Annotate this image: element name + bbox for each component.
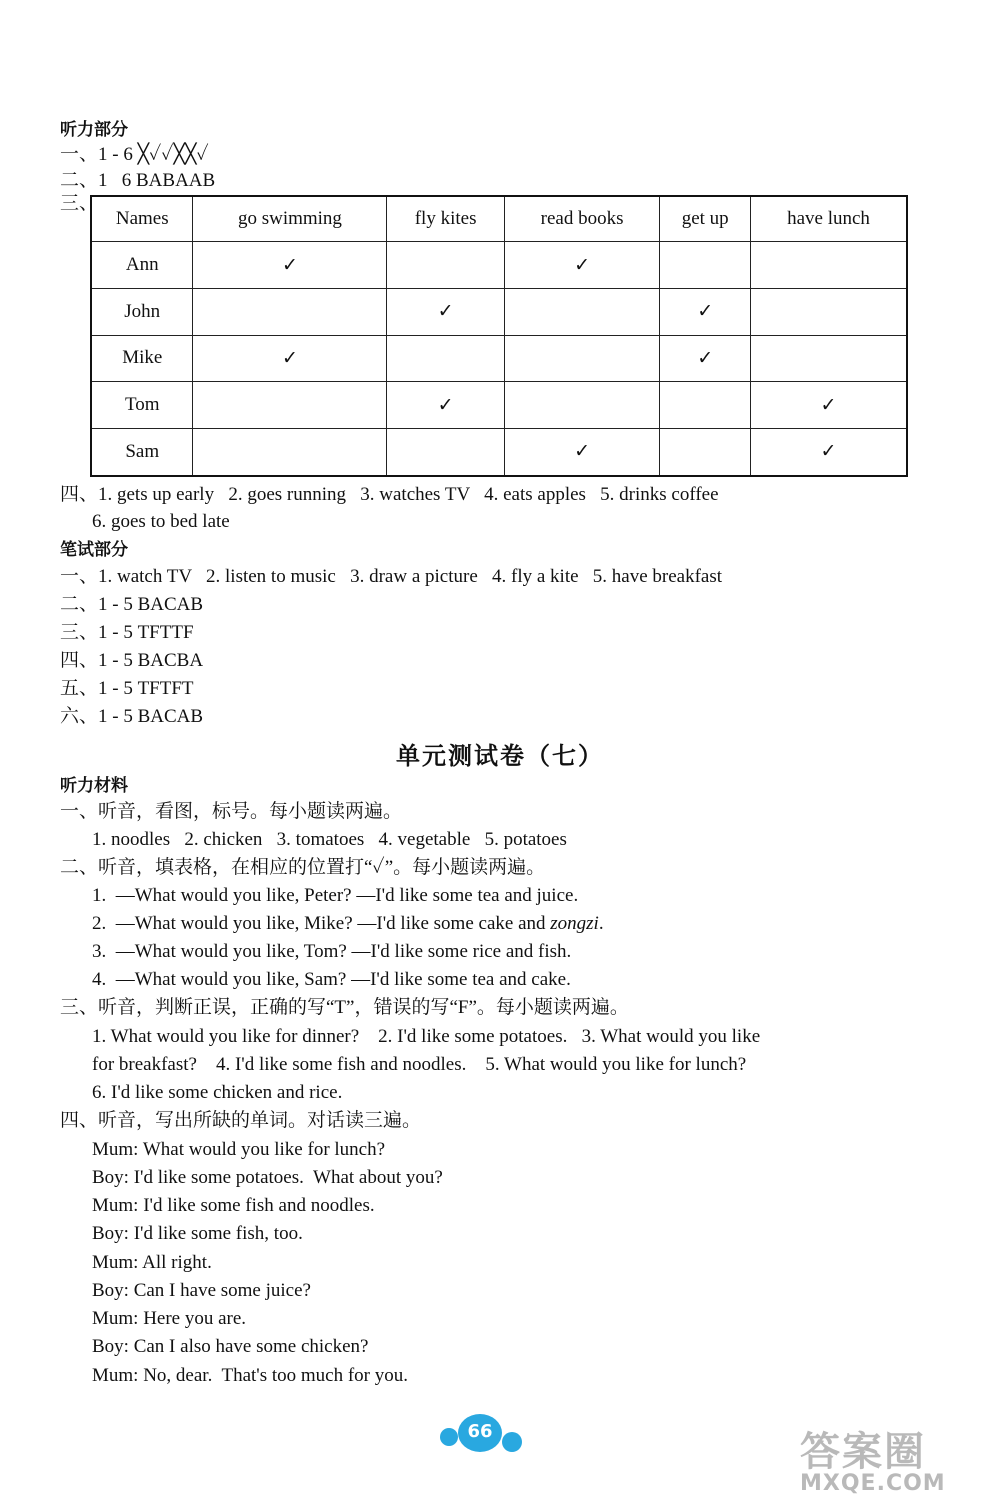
material-line-3c: 6. I'd like some chicken and rice. [92,1082,343,1103]
material-line-4: 四、听音，写出所缺的单词。对话读三遍。 [60,1110,422,1131]
header-fly-kites: fly kites [387,196,504,242]
answer-line-2: 二、1 6 BABAAB [60,170,216,191]
material-line-3a: 1. What would you like for dinner? 2. I'd like some potatoes. 3. What would you like [92,1026,761,1047]
table-cell [660,428,751,476]
header-get-up: get up [660,196,751,242]
written-line-1: 一、1. watch TV 2. listen to music 3. draw a picture 4. fly a kite 5. have breakfast [60,566,723,587]
badge-dot-right [502,1432,522,1452]
answer-line-4a: 四、1. gets up early 2. goes running 3. watches TV 4. eats apples 5. drinks coffee [60,484,719,505]
row-name: Sam [91,428,193,476]
table-cell: ✓ [660,335,751,382]
table-cell: ✓ [387,288,504,335]
material-line-1a: 1. noodles 2. chicken 3. tomatoes 4. vegetable 5. potatoes [92,829,567,850]
answer-line-3-label: 三、 [60,193,99,214]
table-cell [193,288,387,335]
badge-dot-left [440,1428,458,1446]
dialog-line: Mum: What would you like for lunch? [92,1139,386,1160]
written-line-3: 三、1 - 5 TFTTF [60,622,194,643]
table-cell [504,335,660,382]
table-row [91,335,907,382]
watermark-top-text: 答案圈 [800,1429,926,1475]
answer-table [90,195,908,477]
listening-answers-heading: 听力部分 [60,120,128,140]
page-number-badge [440,1414,524,1454]
answer-line-4b: 6. goes to bed late [92,511,230,532]
dialog-line: Boy: I'd like some potatoes. What about you? [92,1167,443,1188]
table-cell [387,335,504,382]
header-have-lunch: have lunch [750,196,907,242]
written-line-5: 五、1 - 5 TFTFT [60,678,194,699]
table-cell: ✓ [750,428,907,476]
dialog-line: Boy: I'd like some fish, too. [92,1223,303,1244]
table-cell: ✓ [750,382,907,429]
table-row [91,288,907,335]
written-line-4: 四、1 - 5 BACBA [60,650,204,671]
table-cell: ✓ [193,242,387,289]
table-cell [193,428,387,476]
watermark [800,1420,946,1496]
table-cell: ✓ [193,335,387,382]
table-row [91,428,907,476]
answer-line-1: 一、1 - 6 ╳✓✓╳╳✓ [60,144,209,165]
material-line-2-3: 3. —What would you like, Tom? —I'd like some rice and fish. [92,941,572,962]
written-line-6: 六、1 - 5 BACAB [60,706,204,727]
table-cell [387,428,504,476]
table-cell: ✓ [387,382,504,429]
table-cell [750,288,907,335]
material-line-2-1: 1. —What would you like, Peter? —I'd like some tea and juice. [92,885,579,906]
material-text: . [598,913,604,934]
written-answers-heading: 笔试部分 [60,540,128,560]
dialog-line: Mum: Here you are. [92,1308,247,1329]
italic-word: zongzi [550,913,599,934]
table-cell: ✓ [504,428,660,476]
table-cell [504,288,660,335]
material-text: 2. —What would you like, Mike? —I'd like some cake and [92,913,551,934]
dialog-line: Mum: All right. [92,1252,212,1273]
watermark-bottom-text: MXQE.COM [800,1471,946,1496]
table-cell [504,382,660,429]
table-cell: ✓ [504,242,660,289]
table-row [91,242,907,289]
unit-title: 单元测试卷（七） [396,741,604,770]
dialog-line: Boy: Can I also have some chicken? [92,1336,369,1357]
table-cell: ✓ [660,288,751,335]
dialog-line: Mum: I'd like some fish and noodles. [92,1195,375,1216]
table-header-row [91,196,907,242]
material-line-3b: for breakfast? 4. I'd like some fish and noodles. 5. What would you like for lunch? [92,1054,747,1075]
material-line-2-4: 4. —What would you like, Sam? —I'd like some tea and cake. [92,969,571,990]
header-names: Names [91,196,193,242]
page-number: 66 [467,1421,493,1442]
row-name: Ann [91,242,193,289]
header-read-books: read books [504,196,660,242]
row-name: John [91,288,193,335]
table-row [91,382,907,429]
table-cell [193,382,387,429]
table-cell [660,242,751,289]
row-name: Mike [91,335,193,382]
header-go-swimming: go swimming [193,196,387,242]
material-line-1: 一、听音，看图，标号。每小题读两遍。 [60,801,403,822]
table-cell [750,242,907,289]
dialog-line: Boy: Can I have some juice? [92,1280,311,1301]
material-line-3: 三、听音，判断正误，正确的写“T”，错误的写“F”。每小题读两遍。 [60,997,629,1018]
material-line-2: 二、听音，填表格，在相应的位置打“✓”。每小题读两遍。 [60,857,546,878]
table-cell [750,335,907,382]
written-line-2: 二、1 - 5 BACAB [60,594,204,615]
material-line-2-2 [92,911,604,937]
listening-material-heading: 听力材料 [60,776,128,796]
table-cell [660,382,751,429]
dialog-line: Mum: No, dear. That's too much for you. [92,1365,409,1386]
row-name: Tom [91,382,193,429]
table-cell [387,242,504,289]
